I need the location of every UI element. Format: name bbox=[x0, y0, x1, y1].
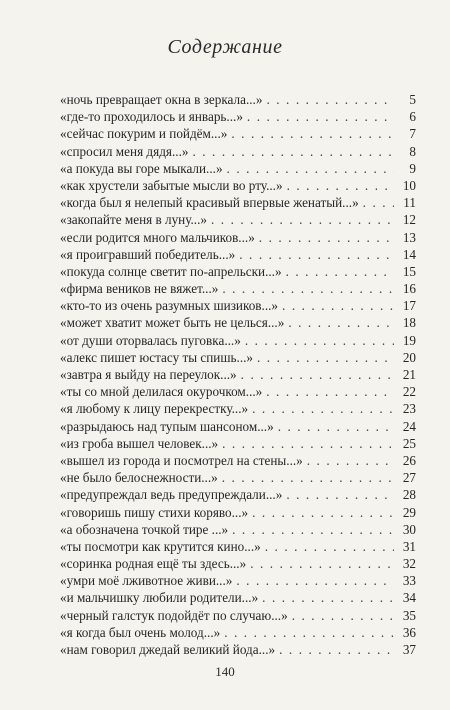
toc-entry bbox=[60, 263, 416, 280]
toc-entry bbox=[60, 211, 416, 228]
toc-entry-text: «ты посмотри как крутится кино...» bbox=[60, 538, 261, 554]
toc-entry-text: «я проигравший победитель...» bbox=[60, 246, 236, 262]
dot-leader bbox=[252, 504, 394, 521]
toc-entry bbox=[60, 572, 416, 589]
toc-entry-page: 26 bbox=[402, 452, 416, 468]
toc-entry-text: «закопайте меня в луну...» bbox=[60, 212, 207, 228]
toc-entry-text: «алекс пишет юстасу ты спишь...» bbox=[60, 349, 254, 365]
toc-entry bbox=[60, 383, 416, 400]
page-number: 140 bbox=[215, 664, 235, 679]
toc-entry-page: 10 bbox=[402, 177, 416, 193]
toc-entry bbox=[60, 314, 416, 331]
dot-leader bbox=[231, 125, 394, 142]
toc-entry bbox=[60, 504, 416, 521]
toc-entry-text: «соринка родная ещё ты здесь...» bbox=[60, 556, 247, 572]
dot-leader bbox=[286, 263, 394, 280]
toc-entry bbox=[60, 538, 416, 555]
toc-entry-page: 32 bbox=[402, 556, 416, 572]
toc-entry-text: «от души оторвалась пуговка...» bbox=[60, 332, 241, 348]
toc-entry bbox=[60, 418, 416, 435]
toc-entry-page: 31 bbox=[402, 538, 416, 554]
toc-entry-page: 30 bbox=[402, 521, 416, 537]
toc-entry-page: 14 bbox=[402, 246, 416, 262]
dot-leader bbox=[266, 383, 394, 400]
toc-entry-text: «кто-то из очень разумных шизиков...» bbox=[60, 298, 279, 314]
toc-entry-text: «говоришь пишу стихи коряво...» bbox=[60, 504, 249, 520]
dot-leader bbox=[247, 108, 394, 125]
toc-entry-page: 37 bbox=[402, 642, 416, 657]
toc-entry-page: 11 bbox=[403, 195, 416, 211]
toc-entry-text: «покуда солнце светит по-апрельски...» bbox=[60, 263, 282, 279]
toc-entry-text: «ночь превращает окна в зеркала...» bbox=[60, 92, 263, 107]
toc-entry-page: 8 bbox=[409, 143, 416, 159]
toc-entry bbox=[60, 108, 416, 125]
toc-entry-text: «вышел из города и посмотрел на стены...» bbox=[60, 452, 303, 468]
dot-leader bbox=[222, 469, 394, 486]
toc-entry-page: 33 bbox=[402, 573, 416, 589]
toc-entry bbox=[60, 452, 416, 469]
toc-entry-text: «фирма веников не вяжет...» bbox=[60, 281, 219, 297]
dot-leader bbox=[282, 297, 394, 314]
dot-leader bbox=[265, 538, 394, 555]
dot-leader bbox=[278, 418, 394, 435]
dot-leader bbox=[232, 521, 394, 538]
toc-entry-page: 20 bbox=[402, 349, 416, 365]
toc-entry bbox=[60, 589, 416, 606]
toc-entry-page: 17 bbox=[402, 298, 416, 314]
toc-entry bbox=[60, 624, 416, 641]
toc-entry-text: «может хватит может быть не целься...» bbox=[60, 315, 285, 331]
toc-entry bbox=[60, 349, 416, 366]
toc-entry-text: «умри моё лживотное живи...» bbox=[60, 573, 233, 589]
toc-entry bbox=[60, 469, 416, 486]
toc-entry-text: «завтра я выйду на переулок...» bbox=[60, 367, 237, 382]
dot-leader bbox=[222, 280, 394, 297]
toc-entry-text: «где-то проходилось и январь...» bbox=[60, 109, 243, 125]
toc-entry bbox=[60, 297, 416, 314]
toc-entry-page: 5 bbox=[409, 92, 416, 107]
toc-entry bbox=[60, 332, 416, 349]
toc-entry-page: 21 bbox=[402, 367, 416, 382]
toc-entry-page: 6 bbox=[409, 109, 416, 125]
toc-entry-text: «предупреждал ведь предупреждали...» bbox=[60, 487, 283, 503]
dot-leader bbox=[259, 229, 394, 246]
toc-entry-text: «как хрустели забытые мысли во рту...» bbox=[60, 177, 283, 193]
toc-entry bbox=[60, 400, 416, 417]
toc-entry-page: 18 bbox=[402, 315, 416, 331]
dot-leader bbox=[279, 641, 394, 658]
toc-entry-page: 25 bbox=[402, 435, 416, 451]
toc-entry-page: 29 bbox=[402, 504, 416, 520]
toc-entry bbox=[60, 366, 416, 383]
toc-entry-page: 19 bbox=[402, 332, 416, 348]
toc-entry-page: 12 bbox=[402, 212, 416, 228]
toc-entry-text: «когда был я нелепый красивый впервые женатый...» bbox=[60, 195, 359, 211]
dot-leader bbox=[286, 486, 394, 503]
toc-entry-text: «черный галстук подойдёт по случаю...» bbox=[60, 607, 288, 623]
dot-leader bbox=[250, 555, 394, 572]
toc-entry bbox=[60, 91, 416, 108]
toc-entry bbox=[60, 435, 416, 452]
toc-entry bbox=[60, 160, 416, 177]
toc-entry-page: 23 bbox=[402, 401, 416, 417]
dot-leader bbox=[266, 91, 394, 108]
toc-entry bbox=[60, 229, 416, 246]
toc-entry bbox=[60, 125, 416, 142]
dot-leader bbox=[363, 194, 394, 211]
toc-entry bbox=[60, 486, 416, 503]
toc-entry-page: 24 bbox=[402, 418, 416, 434]
dot-leader bbox=[222, 435, 394, 452]
toc-entry-text: «если родится много мальчиков...» bbox=[60, 229, 255, 245]
toc-entry-text: «а покуда вы горе мыкали...» bbox=[60, 160, 223, 176]
dot-leader bbox=[245, 332, 394, 349]
dot-leader bbox=[241, 366, 394, 383]
toc-entry bbox=[60, 194, 416, 211]
toc-entry-text: «не было белоснежности...» bbox=[60, 470, 218, 486]
dot-leader bbox=[292, 607, 394, 624]
toc-entry-page: 35 bbox=[402, 607, 416, 623]
toc-entry bbox=[60, 177, 416, 194]
toc-entry bbox=[60, 641, 416, 658]
toc-entry bbox=[60, 143, 416, 160]
toc-entry bbox=[60, 246, 416, 263]
toc-entry-text: «ты со мной делилася окурочком...» bbox=[60, 384, 263, 400]
dot-leader bbox=[227, 160, 394, 177]
toc-entry-page: 16 bbox=[402, 281, 416, 297]
dot-leader bbox=[252, 400, 394, 417]
toc-entry bbox=[60, 555, 416, 572]
toc-entry-text: «нам говорил джедай великий йода...» bbox=[60, 642, 276, 657]
toc-entry-page: 34 bbox=[402, 590, 416, 606]
toc-entry-page: 27 bbox=[402, 470, 416, 486]
dot-leader bbox=[287, 177, 394, 194]
dot-leader bbox=[239, 246, 394, 263]
toc-entry bbox=[60, 280, 416, 297]
toc-entry-text: «из гроба вышел человек...» bbox=[60, 435, 219, 451]
dot-leader bbox=[257, 349, 394, 366]
toc-entry bbox=[60, 521, 416, 538]
toc-entry-page: 15 bbox=[402, 263, 416, 279]
toc-entry-text: «спросил меня дядя...» bbox=[60, 143, 189, 159]
toc-entry-page: 9 bbox=[409, 160, 416, 176]
toc-entry-text: «сейчас покурим и пойдём...» bbox=[60, 126, 228, 142]
dot-leader bbox=[236, 572, 394, 589]
toc-entry-page: 13 bbox=[402, 229, 416, 245]
toc-entry-page: 28 bbox=[402, 487, 416, 503]
toc-entry-page: 22 bbox=[402, 384, 416, 400]
dot-leader bbox=[262, 589, 394, 606]
toc-entry-text: «я любому к лицу перекрестку...» bbox=[60, 401, 249, 417]
toc-entry-page: 36 bbox=[402, 624, 416, 640]
toc-entry-text: «я когда был очень молод...» bbox=[60, 624, 221, 640]
toc-entry-text: «разрыдаюсь над тупым шансоном...» bbox=[60, 418, 274, 434]
toc-entry-text: «и мальчишку любили родители...» bbox=[60, 590, 259, 606]
dot-leader bbox=[211, 211, 394, 228]
page-title: Содержание bbox=[167, 36, 283, 58]
dot-leader bbox=[307, 452, 394, 469]
dot-leader bbox=[288, 314, 394, 331]
dot-leader bbox=[224, 624, 394, 641]
toc-entry bbox=[60, 607, 416, 624]
dot-leader bbox=[192, 143, 394, 160]
table-of-contents bbox=[60, 91, 416, 658]
toc-entry-page: 7 bbox=[409, 126, 416, 142]
toc-entry-text: «а обозначена точкой тире ...» bbox=[60, 521, 229, 537]
